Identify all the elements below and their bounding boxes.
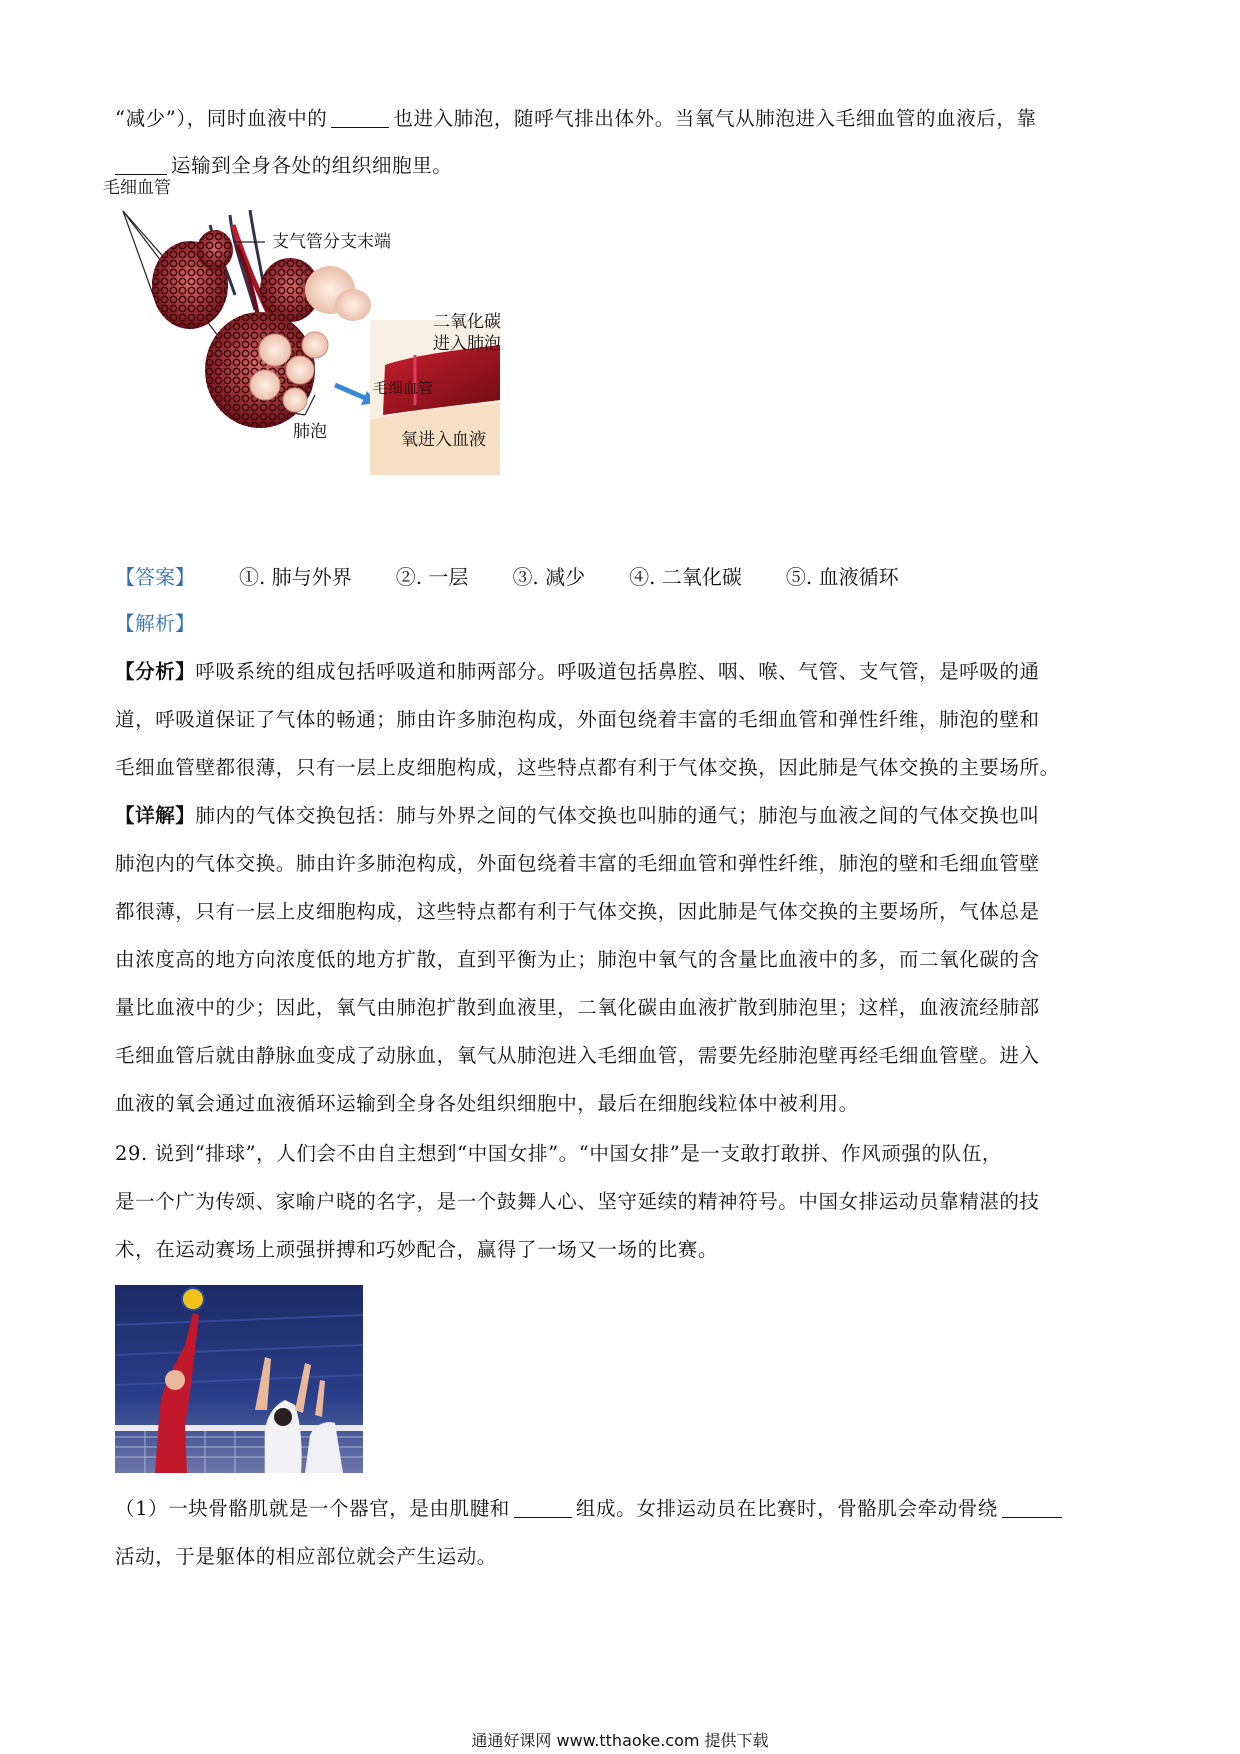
answer-item: ②. 一层 bbox=[395, 565, 469, 589]
xiangjie-line: 量比血液中的少；因此，氧气由肺泡扩散到血液里，二氧化碳由血液扩散到肺泡里；这样，血液流经肺部 bbox=[115, 996, 1040, 1019]
answer-item: ⑤. 血液循环 bbox=[785, 565, 899, 589]
fenxi-text: 呼吸系统的组成包括呼吸道和肺两部分。呼吸道包括鼻腔、咽、喉、气管、支气管，是呼吸的通 bbox=[195, 660, 1040, 683]
fenxi-line bbox=[115, 648, 1135, 696]
fig-label-capillary: 毛细血管 bbox=[103, 178, 171, 198]
fenxi-line: 道，呼吸道保证了气体的畅通；肺由许多肺泡构成，外面包绕着丰富的毛细血管和弹性纤维，肺泡的壁和 bbox=[115, 708, 1040, 731]
fenxi-tag: 【分析】 bbox=[115, 660, 196, 683]
q29-sub1-text-b: 组成。女排运动员在比赛时，骨骼肌会牵动骨绕 bbox=[575, 1497, 999, 1520]
xiangjie-line: 血液的氧会通过血液循环运输到全身各处组织细胞中，最后在细胞线粒体中被利用。 bbox=[115, 1092, 859, 1115]
volleyball-photo bbox=[115, 1285, 363, 1473]
page-footer: 通通好课网 www.tthaoke.com 提供下载 bbox=[471, 1731, 769, 1750]
answer-item: ①. 肺与外界 bbox=[239, 565, 352, 589]
intro-text-b: 也进入肺泡，随呼气排出体外。当氧气从肺泡进入毛细血管的血液后，靠 bbox=[393, 107, 1037, 130]
answer-tag: 【答案】 bbox=[115, 565, 195, 589]
zoom-arrow-icon bbox=[335, 385, 365, 398]
xiangjie-tag: 【详解】 bbox=[115, 804, 196, 827]
alveolus-cluster-light bbox=[335, 289, 371, 321]
answer-item: ④. 二氧化碳 bbox=[629, 565, 742, 589]
q29-line: 术，在运动赛场上顽强拼搏和巧妙配合，赢得了一场又一场的比赛。 bbox=[115, 1238, 719, 1261]
fig-label-capillary-zoom: 毛细血管 bbox=[373, 379, 434, 397]
xiangjie-line: 肺泡内的气体交换。肺由许多肺泡构成，外面包绕着丰富的毛细血管和弹性纤维，肺泡的壁和毛细血管壁 bbox=[115, 852, 1040, 875]
answer-line bbox=[115, 553, 899, 601]
analysis-tag: 【解析】 bbox=[115, 612, 196, 635]
q29-line: 是一个广为传颂、家喻户晓的名字，是一个鼓舞人心、坚守延续的精神符号。中国女排运动员靠精湛的技 bbox=[115, 1190, 1040, 1213]
intro-text-c: 运输到全身各处的组织细胞里。 bbox=[171, 154, 453, 177]
alveoli-illustration bbox=[103, 178, 585, 535]
q29-sub1-line1 bbox=[115, 1485, 1135, 1533]
q29-sub1-line2: 活动，于是躯体的相应部位就会产生运动。 bbox=[115, 1545, 497, 1568]
intro-line-1 bbox=[115, 95, 1037, 143]
xiangjie-line: 由浓度高的地方向浓度低的地方扩散，直到平衡为止；肺泡中氧气的含量比血液中的多，而二氧化碳的含 bbox=[115, 948, 1040, 971]
fenxi-line: 毛细血管壁都很薄，只有一层上皮细胞构成，这些特点都有利于气体交换，因此肺是气体交换的主要场所。 bbox=[115, 756, 1060, 779]
xiangjie-text: 肺内的气体交换包括：肺与外界之间的气体交换也叫肺的通气；肺泡与血液之间的气体交换也叫 bbox=[195, 804, 1040, 827]
fig-label-alveolus: 肺泡 bbox=[293, 422, 327, 442]
question-29 bbox=[115, 1130, 1135, 1274]
analysis-fenxi bbox=[115, 648, 1135, 1128]
q29-sub1-text-a: （1）一块骨骼肌就是一个器官，是由肌腱和 bbox=[115, 1497, 510, 1520]
xiangjie-line bbox=[115, 792, 1135, 840]
fig-label-bronchus: 支气管分支末端 bbox=[272, 232, 391, 252]
fig-label-co2-line1: 二氧化碳 bbox=[433, 312, 501, 332]
blank bbox=[115, 154, 167, 175]
xiangjie-line: 都很薄，只有一层上皮细胞构成，这些特点都有利于气体交换，因此肺是气体交换的主要场所，气体总是 bbox=[115, 900, 1040, 923]
answer-item: ③. 减少 bbox=[512, 565, 586, 589]
q29-line: 29. 说到“排球”，人们会不由自主想到“中国女排”。“中国女排”是一支敢打敢拼、作风顽强的队伍， bbox=[115, 1142, 1002, 1165]
fig-label-o2: 氧进入血液 bbox=[401, 430, 486, 450]
intro-text-a: “减少”），同时血液中的 bbox=[115, 107, 328, 130]
blank bbox=[331, 107, 389, 128]
xiangjie-line: 毛细血管后就由静脉血变成了动脉血，氧气从肺泡进入毛细血管，需要先经肺泡壁再经毛细血管壁。进入 bbox=[115, 1044, 1040, 1067]
alveoli-cutaway bbox=[250, 332, 328, 412]
fig-label-co2-line2: 进入肺泡 bbox=[433, 334, 501, 354]
volleyball-icon bbox=[182, 1288, 204, 1310]
question-29-part-1 bbox=[115, 1485, 1135, 1581]
blank bbox=[1002, 1497, 1062, 1518]
blank bbox=[514, 1497, 572, 1518]
